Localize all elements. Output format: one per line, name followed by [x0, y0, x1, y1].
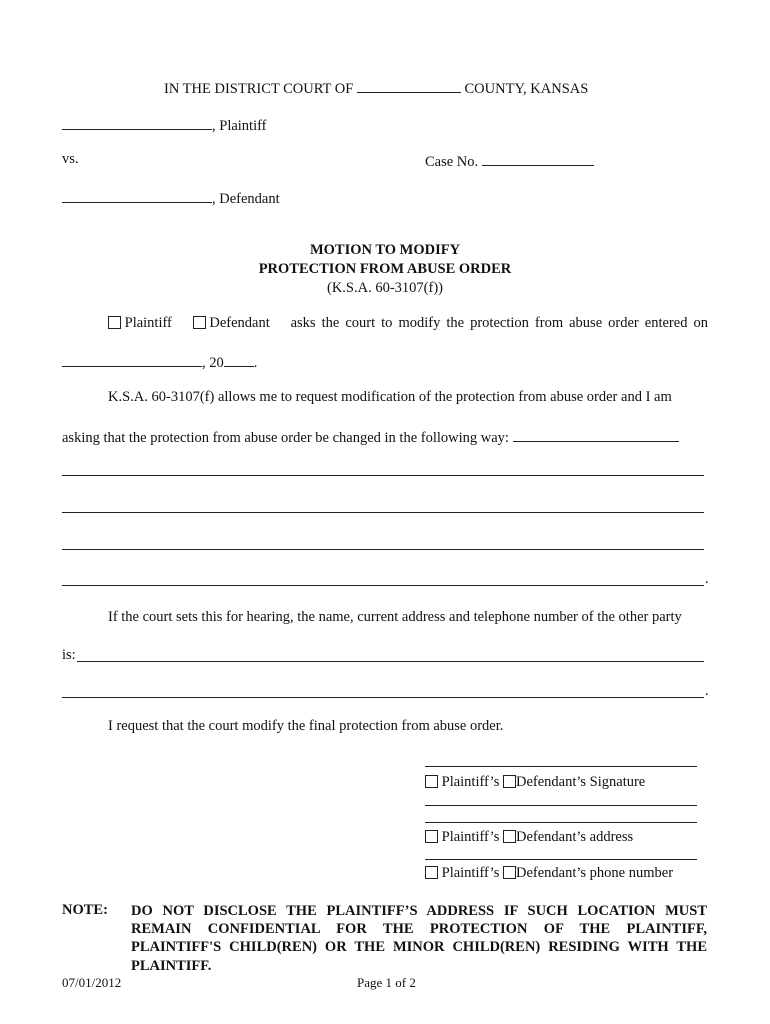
defendant-line: , Defendant — [62, 188, 280, 208]
case-number-field[interactable] — [482, 151, 594, 166]
plaintiff-name-field[interactable] — [62, 115, 212, 130]
order-date-field[interactable] — [62, 352, 202, 367]
note-text: DO NOT DISCLOSE THE PLAINTIFF’S ADDRESS IF SUCH LOCATION MUST REMAIN CONFIDENTIAL FOR THE PROTECTION OF THE PLAINTIFF, PLAINTIFF'S CHILD(REN) OR THE MINOR CHILD(REN) RESIDING WITH THE PLAINTIFF. — [131, 903, 707, 974]
order-year-field[interactable] — [224, 352, 254, 367]
page-number: Page 1 of 2 — [357, 975, 416, 990]
document-title: MOTION TO MODIFY — [309, 242, 461, 258]
phone-line[interactable] — [425, 859, 697, 860]
signature-caption: Plaintiff’s Defendant’s Signature — [425, 774, 645, 791]
plaintiff-checkbox[interactable] — [108, 316, 121, 329]
line-end-period: . — [705, 571, 709, 587]
modification-field-1[interactable] — [513, 427, 679, 442]
phone-defendant-checkbox[interactable] — [503, 866, 516, 879]
address-line-1[interactable] — [425, 805, 697, 806]
phone-plaintiff-checkbox[interactable] — [425, 866, 438, 879]
modification-line-5[interactable] — [62, 585, 704, 586]
note-label: NOTE: — [62, 902, 108, 918]
address-plaintiff-checkbox[interactable] — [425, 830, 438, 843]
signature-plaintiff-checkbox[interactable] — [425, 775, 438, 788]
party-selection-line: Plaintiff Defendant asks the court to modify the protection from abuse order entered on — [108, 315, 708, 332]
footer-date: 07/01/2012 — [62, 975, 122, 990]
case-number: Case No. — [425, 151, 594, 171]
defendant-checkbox[interactable] — [193, 316, 206, 329]
plaintiff-line: , Plaintiff — [62, 115, 267, 135]
signature-line[interactable] — [425, 766, 697, 767]
modification-line-2[interactable] — [62, 475, 704, 476]
document-subtitle: PROTECTION FROM ABUSE ORDER — [258, 261, 512, 277]
modification-line-4[interactable] — [62, 549, 704, 550]
address-caption: Plaintiff’s Defendant’s address — [425, 829, 633, 846]
request-paragraph: I request that the court modify the final protection from abuse order. — [108, 718, 504, 734]
address-defendant-checkbox[interactable] — [503, 830, 516, 843]
address-line-2[interactable] — [425, 822, 697, 823]
modification-line-3[interactable] — [62, 512, 704, 513]
defendant-name-field[interactable] — [62, 188, 212, 203]
other-party-line-1[interactable] — [77, 661, 704, 662]
statute-reference: (K.S.A. 60-3107(f)) — [327, 280, 443, 296]
court-header: IN THE DISTRICT COURT OF COUNTY, KANSAS — [164, 78, 588, 98]
signature-defendant-checkbox[interactable] — [503, 775, 516, 788]
phone-caption: Plaintiff’s Defendant’s phone number — [425, 865, 673, 882]
statute-paragraph-line2: asking that the protection from abuse order be changed in the following way: — [62, 427, 679, 447]
other-party-paragraph: If the court sets this for hearing, the name, current address and telephone number of the other party — [108, 609, 682, 625]
order-date-line: , 20 . — [62, 352, 257, 372]
line-end-period-2: . — [705, 683, 709, 699]
county-field[interactable] — [357, 78, 461, 93]
is-label: is: — [62, 647, 76, 663]
other-party-line-2[interactable] — [62, 697, 704, 698]
vs-label: vs. — [62, 151, 79, 167]
statute-paragraph-line1: K.S.A. 60-3107(f) allows me to request modification of the protection from abuse order and I am — [108, 389, 672, 405]
